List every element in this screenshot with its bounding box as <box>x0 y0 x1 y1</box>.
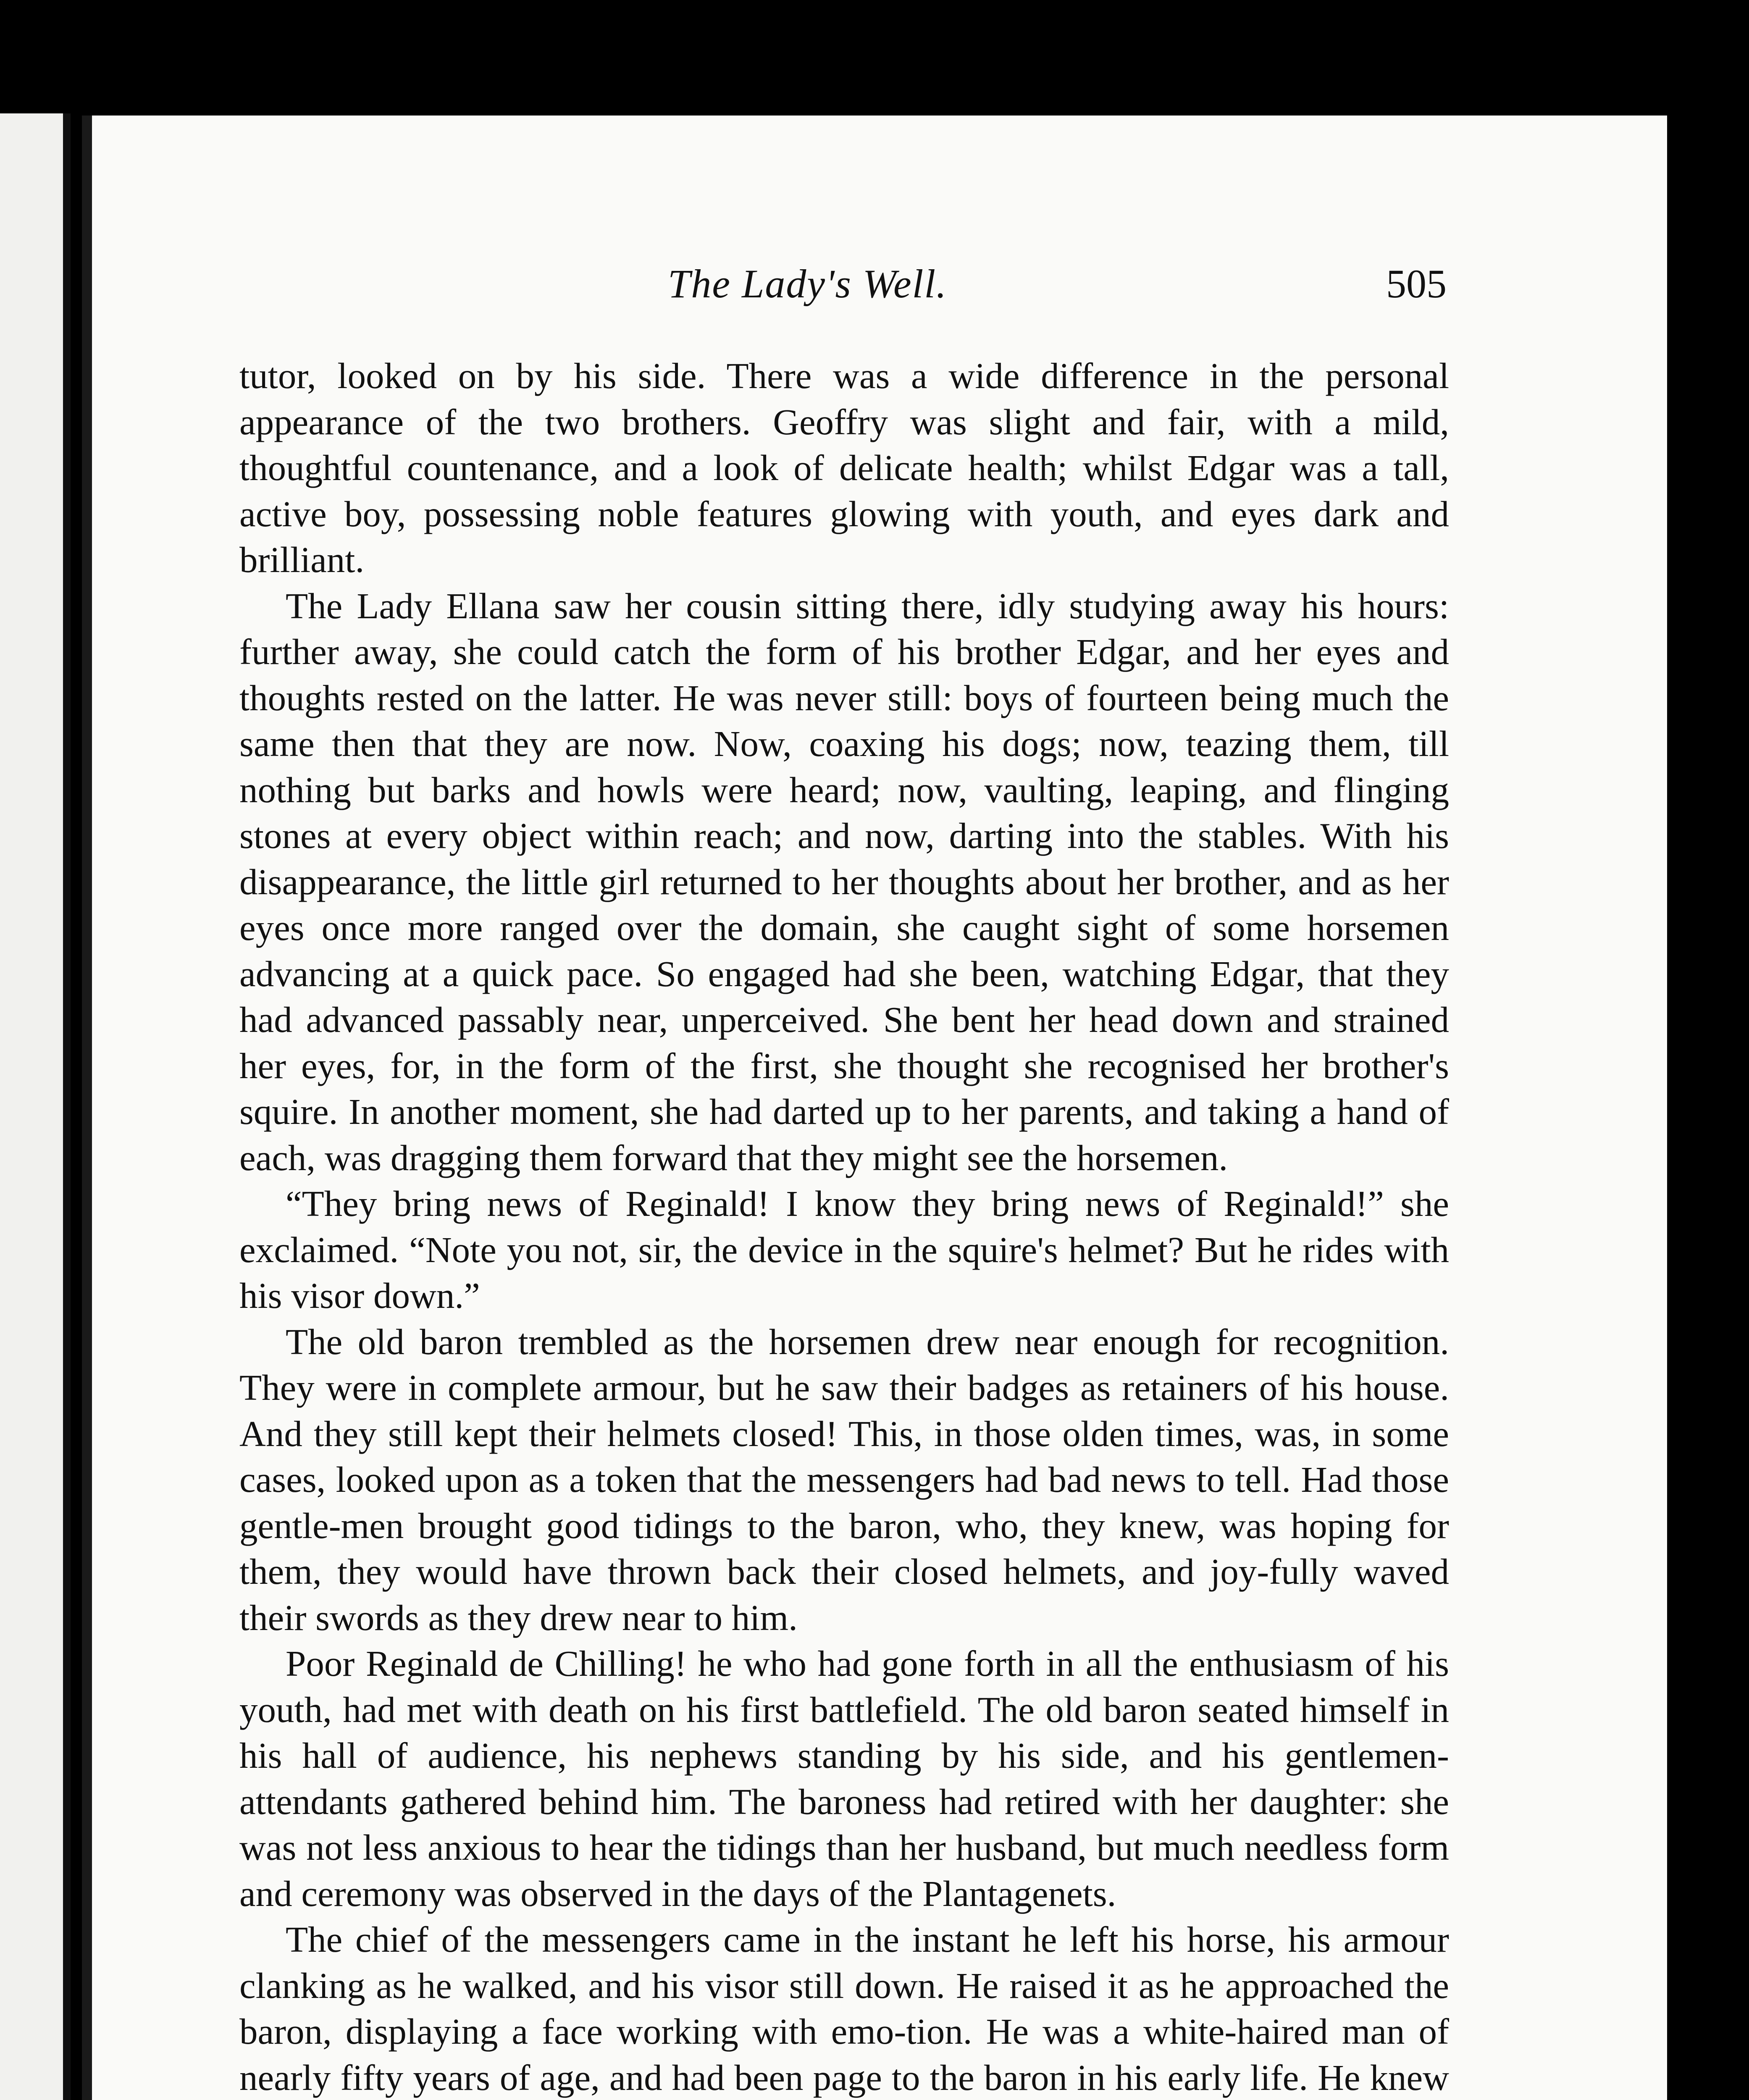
page-number: 505 <box>1386 261 1447 306</box>
paragraph: Poor Reginald de Chilling! he who had gone forth in all the enthusiasm of his youth, had met with death on his first battlefield. The old baron seated himself in his hall of audience, his nephews standing by his side, and his gentlemen-attendants gathered behind him. The baroness had retired with her daughter: she was not less anxious to hear the tidings than her husband, but much needless form and ceremony was observed in the days of the Plantagenets. <box>239 1643 1449 1914</box>
paragraph: The Lady Ellana saw her cousin sitting there, idly studying away his hours: further away, she could catch the form of his brother Edgar, and her eyes and thoughts rested on the latter. He was never still: boys of fourteen being much the same then that they are now. Now, coaxing his dogs; now, teazing them, till nothing but barks and howls were heard; now, vaulting, leaping, and flinging stones at every object within reach; and now, darting into the stables. With his disappearance, the little girl returned to her thoughts about her brother, and as her eyes once more ranged over the domain, she caught sight of some horsemen advancing at a quick pace. So engaged had she been, watching Edgar, that they had advanced passably near, unperceived. She bent her head down and strained her eyes, for, in the form of the first, she thought she recognised her brother's squire. In another moment, she had darted up to her parents, and taking a hand of each, was dragging them forward that they might see the horsemen. <box>239 585 1449 1178</box>
paragraph: “They bring news of Reginald! I know they bring news of Reginald!” she exclaimed. “Note you not, sir, the device in the squire's helmet? But he rides with his visor down.” <box>239 1183 1449 1316</box>
paragraph: The chief of the messengers came in the instant he left his horse, his armour clanking as he walked, and his visor still down. He raised it as he approached the baron, displaying a face working with emo-tion. He was a white-haired man of nearly fifty years of age, and had been page to the baron in his early life. He knew <box>239 1919 1449 2098</box>
paragraph: The old baron trembled as the horsemen drew near enough for recognition. They were in complete armour, but he saw their badges as retainers of his house. And they still kept their helmets closed! This, in those olden times, was, in some cases, looked upon as a token that the messengers had bad news to tell. Had those gentle-men brought good tidings to the baron, who, they knew, was hoping for them, they would have thrown back their closed helmets, and joy-fully waved their swords as they drew near to him. <box>239 1321 1449 1638</box>
paragraph: tutor, looked on by his side. There was a wide difference in the personal appearance of the two brothers. Geoffry was slight and fair, with a mild, thoughtful countenance, and a look of delicate health; whilst Edgar was a tall, active boy, possessing noble features glowing with youth, and eyes dark and brilliant. <box>239 355 1449 580</box>
previous-page-edge <box>0 113 71 2100</box>
running-head-title: The Lady's Well. <box>668 261 947 306</box>
body-text <box>239 353 1449 2100</box>
